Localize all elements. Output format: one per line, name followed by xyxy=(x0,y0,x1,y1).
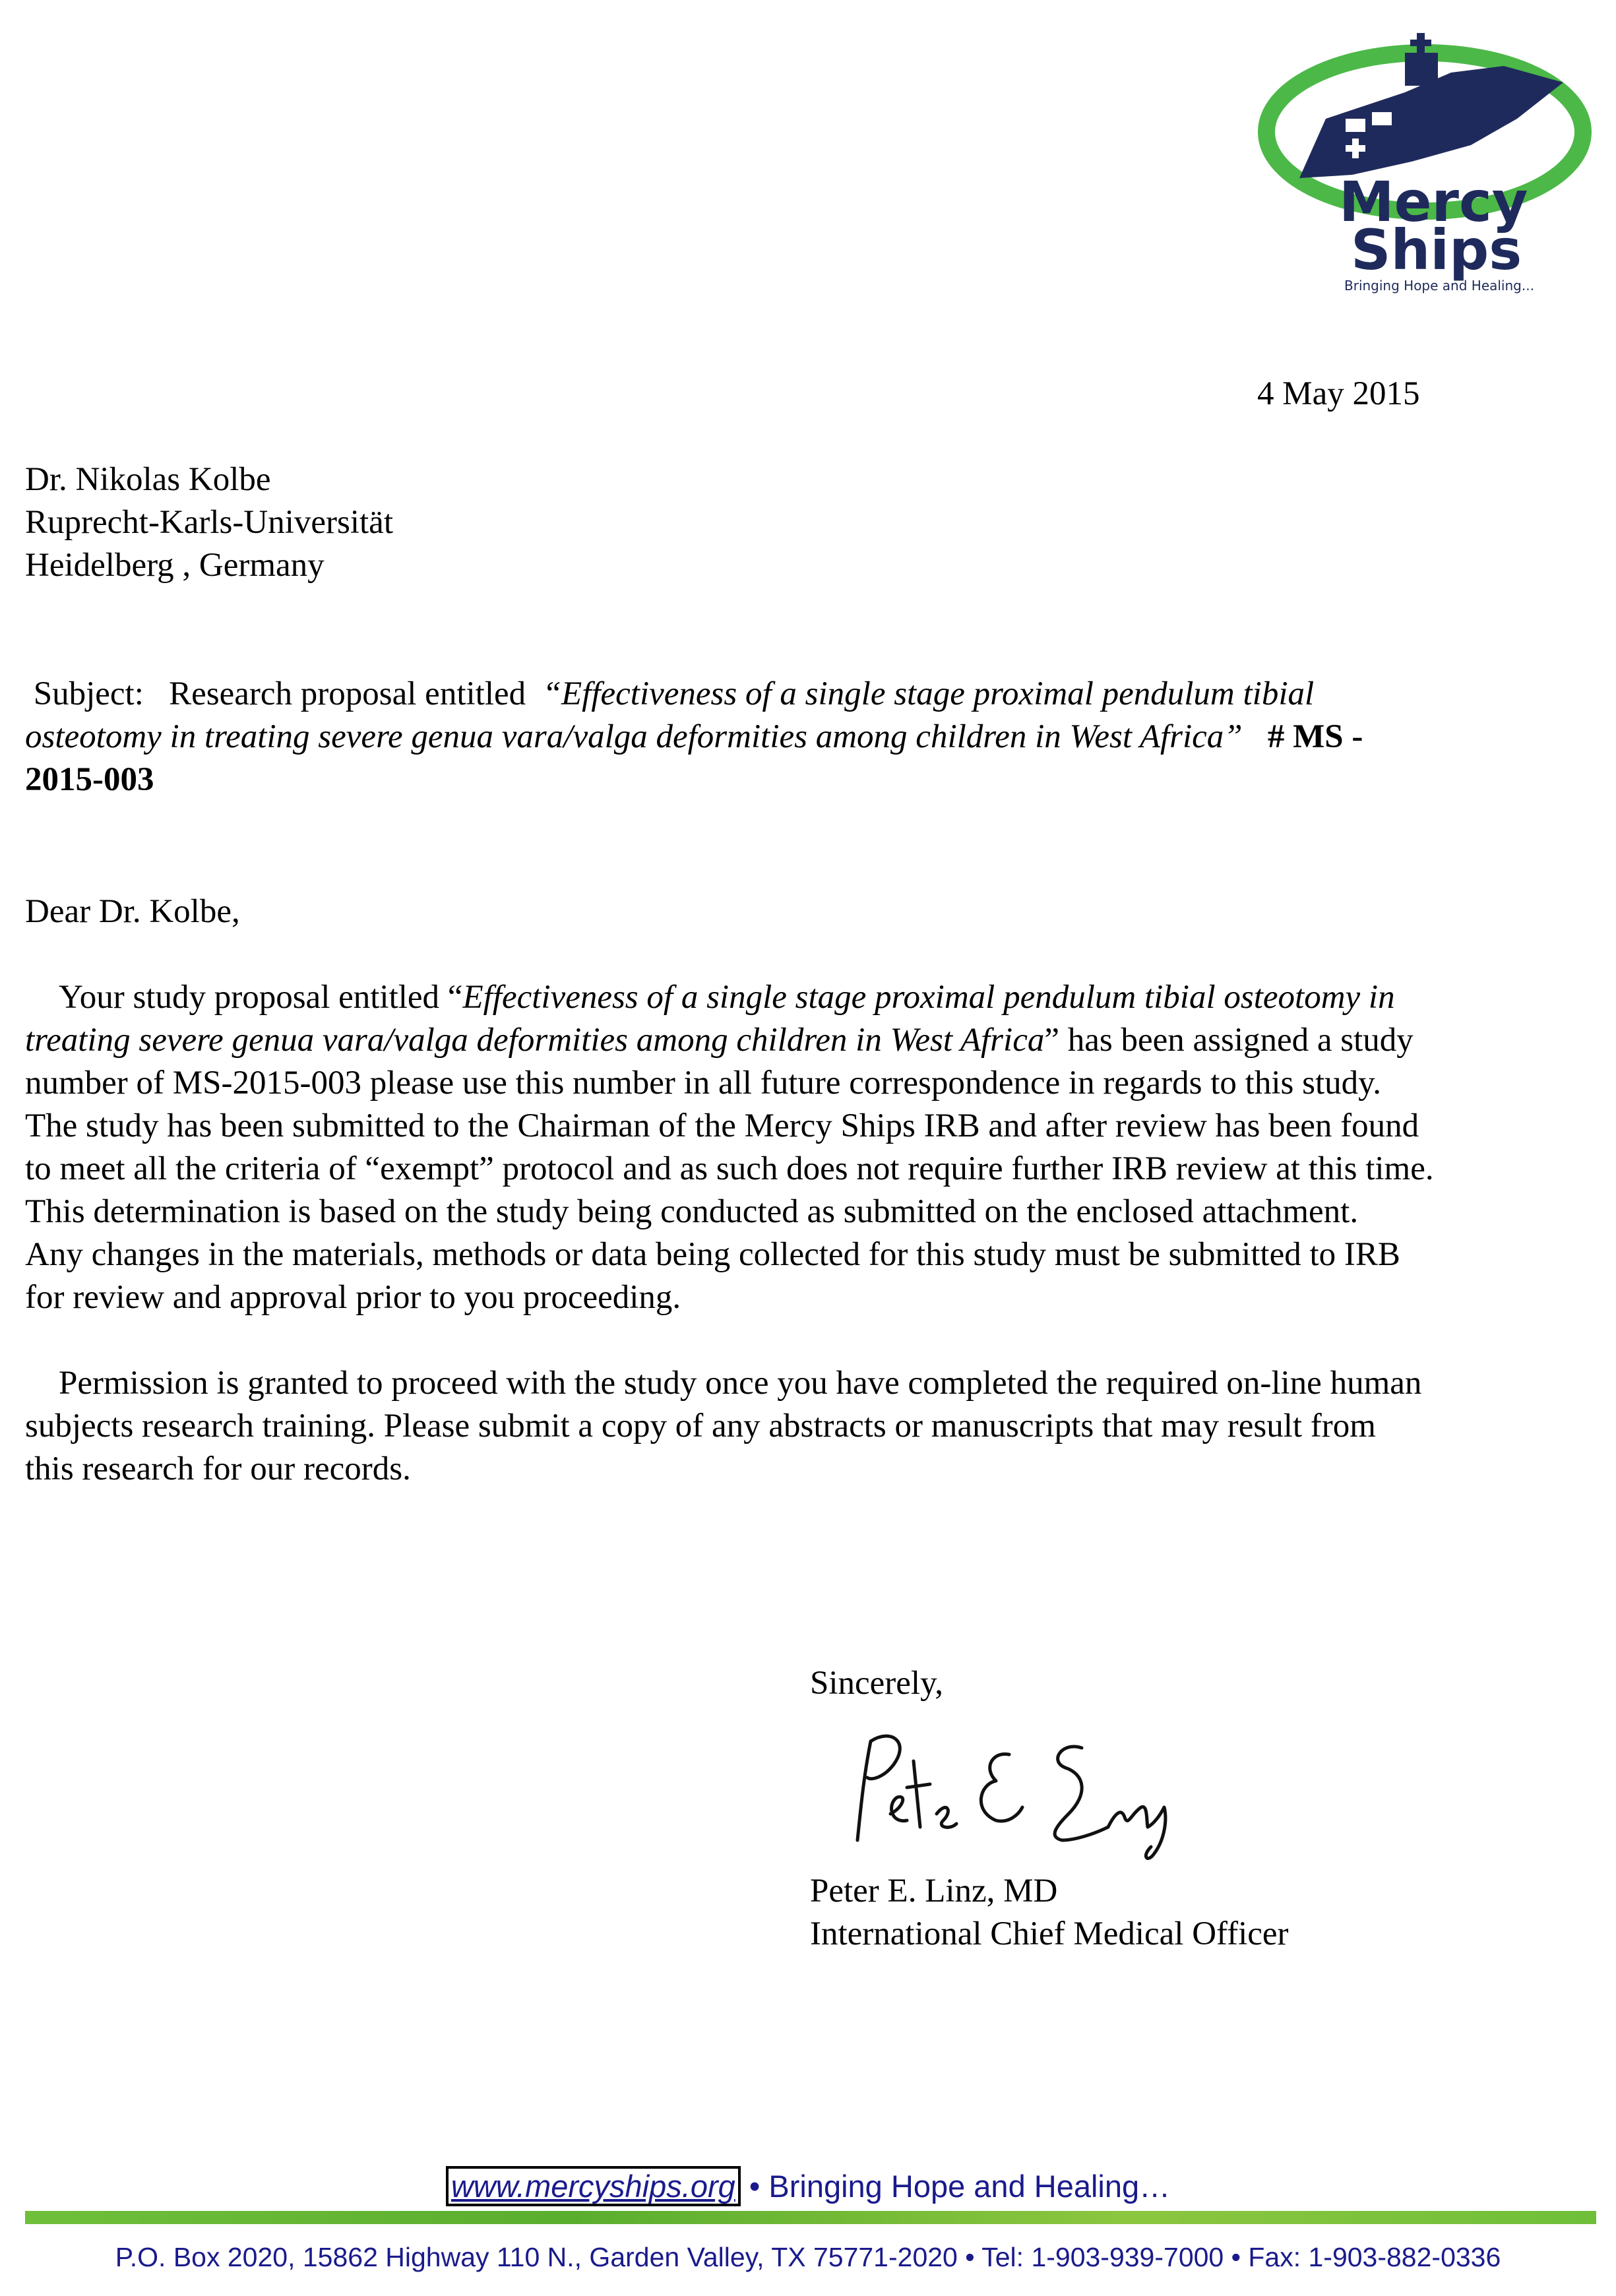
paragraph-text: ” has been assigned a study xyxy=(1044,1022,1414,1059)
ship-emblem-icon xyxy=(1253,20,1596,297)
website-link[interactable]: www.mercyships.org xyxy=(446,2166,741,2206)
recipient-name: Dr. Nikolas Kolbe xyxy=(25,461,271,498)
body-paragraph-1 xyxy=(25,976,1434,1319)
subject-intro: Research proposal entitled xyxy=(169,675,526,712)
paragraph-line xyxy=(25,1362,1421,1405)
paragraph-line: to meet all the criteria of “exempt” protocol and as such does not require further IRB review at this time. xyxy=(25,1150,1434,1187)
subject-line-2 xyxy=(25,716,1595,759)
paragraph-line: subjects research training. Please submit a copy of any abstracts or manuscripts that may result from xyxy=(25,1408,1376,1444)
footer-divider xyxy=(25,2211,1596,2224)
footer-address: P.O. Box 2020, 15862 Highway 110 N., Garden Valley, TX 75771-2020 • Tel: 1-903-939-7000 • Fax: 1-903-882-0336 xyxy=(115,2242,1501,2272)
paragraph-line: Any changes in the materials, methods or data being collected for this study must be submitted to IRB xyxy=(25,1236,1400,1273)
paragraph-line xyxy=(25,976,1434,1019)
subject-number-part2: 2015-003 xyxy=(25,761,154,798)
mercy-ships-logo xyxy=(1253,20,1596,297)
signer-name: Peter E. Linz, MD xyxy=(810,1873,1058,1909)
study-title-part2: treating severe genua vara/valga deformities among children in West Africa xyxy=(25,1022,1045,1059)
subject-block xyxy=(25,673,1595,801)
footer-bullet: • xyxy=(749,2169,761,2204)
logo-tagline: Bringing Hope and Healing... xyxy=(1344,278,1534,294)
subject-label: Subject: xyxy=(33,675,144,712)
letter-date: 4 May 2015 xyxy=(1257,375,1420,412)
subject-number-part1: # MS - xyxy=(1267,718,1363,755)
closing: Sincerely, xyxy=(810,1665,944,1702)
paragraph-line: number of MS-2015-003 please use this number in all future correspondence in regards to this study. xyxy=(25,1065,1382,1101)
recipient-institution: Ruprecht-Karls-Universität xyxy=(25,504,393,541)
subject-line-1 xyxy=(25,673,1595,716)
handwritten-signature xyxy=(831,1715,1187,1867)
subject-title-part2: osteotomy in treating severe genua vara/valga deformities among children in West Africa” xyxy=(25,718,1243,755)
footer-tagline: Bringing Hope and Healing… xyxy=(768,2169,1171,2204)
signer-title: International Chief Medical Officer xyxy=(810,1915,1289,1952)
paragraph-line: this research for our records. xyxy=(25,1450,411,1487)
subject-title-part1: “Effectiveness of a single stage proximal pendulum tibial xyxy=(542,675,1315,712)
paragraph-text: Permission is granted to proceed with the study once you have completed the required on-line human xyxy=(59,1365,1422,1402)
subject-line-3 xyxy=(25,759,1595,801)
signer-block xyxy=(810,1870,1289,1956)
paragraph-line: This determination is based on the study being conducted as submitted on the enclosed attachment. xyxy=(25,1193,1359,1230)
paragraph-line xyxy=(25,1019,1434,1062)
logo-name-line1: Mercy xyxy=(1339,170,1528,234)
salutation: Dear Dr. Kolbe, xyxy=(25,893,240,930)
recipient-location: Heidelberg , Germany xyxy=(25,547,325,584)
body-paragraph-2 xyxy=(25,1362,1421,1491)
paragraph-text: Your study proposal entitled “ xyxy=(59,979,463,1016)
study-title-part1: Effectiveness of a single stage proximal pendulum tibial osteotomy in xyxy=(462,979,1395,1016)
recipient-address xyxy=(25,458,393,587)
logo-name-line2: Ships xyxy=(1351,218,1522,282)
footer-tagline-row xyxy=(0,2167,1616,2206)
paragraph-line: for review and approval prior to you proceeding. xyxy=(25,1279,681,1316)
paragraph-line: The study has been submitted to the Chairman of the Mercy Ships IRB and after review has been found xyxy=(25,1107,1419,1144)
